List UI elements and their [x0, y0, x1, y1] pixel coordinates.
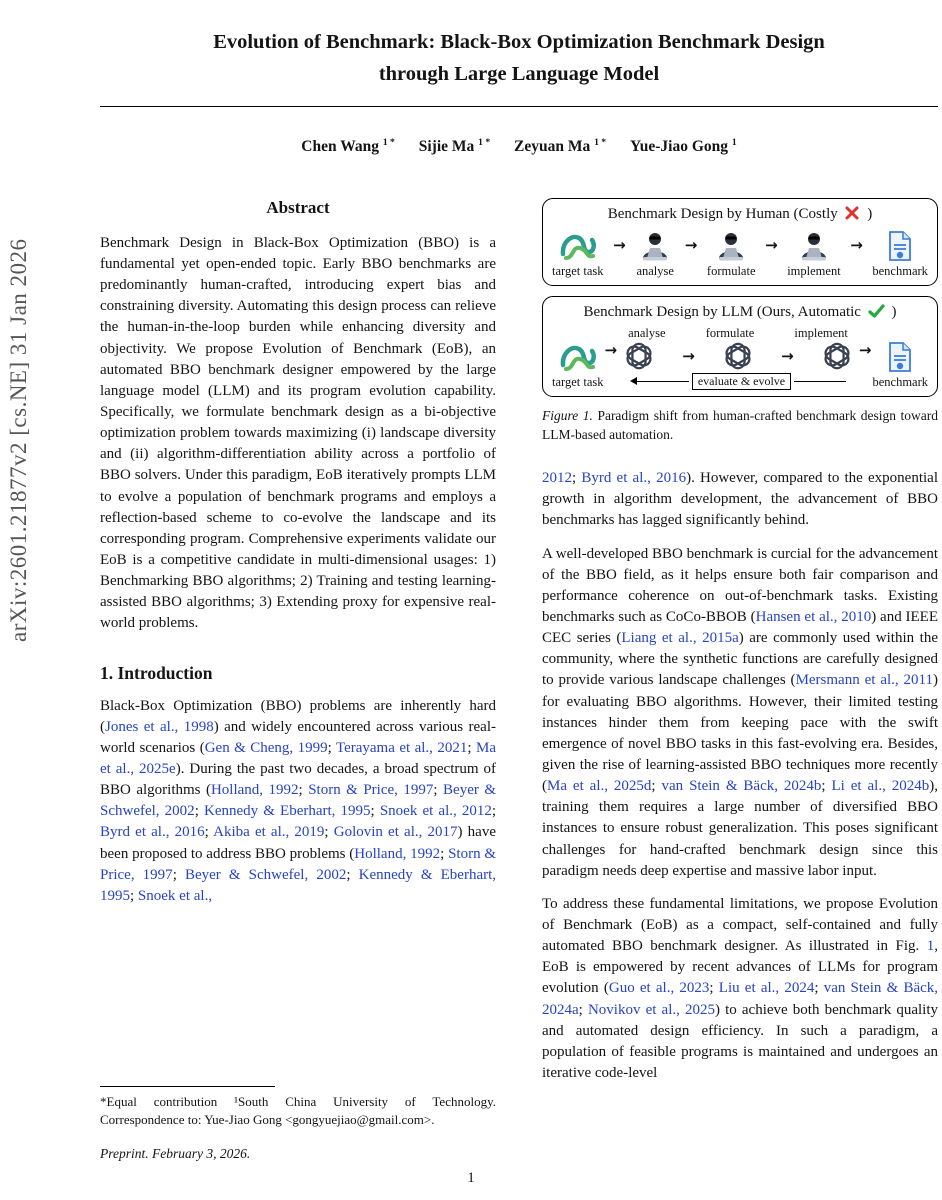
- body-text: ) and IEEE CEC series (: [542, 609, 939, 647]
- figure-1-caption: [542, 407, 938, 444]
- body-text: To address these fundamental limitations, we propose Evolution of Benchmark (EoB) as a compact, self-contained and fully automated BBO benchmark designer. As illustrated in Fig.: [542, 895, 938, 955]
- body-text: ) are commonly used within the community, where the synthetic functions are carefully designed to provide various landscape challenges (: [542, 630, 938, 689]
- citation-link[interactable]: Snoek et al.,: [137, 887, 213, 904]
- body-text: ;: [467, 739, 476, 756]
- step-label-analyse: analyse: [636, 263, 674, 278]
- human-step-implement: [787, 230, 840, 279]
- title-rule: [100, 106, 938, 107]
- citation-link[interactable]: Ma et al., 2025d: [547, 778, 652, 795]
- body-text: ;: [370, 803, 380, 820]
- arrow-icon: →: [850, 236, 863, 255]
- step-label-analyse: analyse: [628, 325, 666, 340]
- left-column: [100, 198, 496, 1164]
- body-text: ;: [194, 803, 204, 820]
- feedback-label: evaluate & evolve: [692, 373, 791, 390]
- footnote-text: *Equal contribution ¹South China University of Technology. Correspondence to: Yue-Jiao Gong <gongyuejiao@gmail.com>.: [100, 1093, 496, 1127]
- benchmark-file-icon: [886, 230, 914, 262]
- body-text: ;: [172, 866, 185, 883]
- target-task-molecule-icon: [558, 228, 598, 262]
- citation-link[interactable]: Beyer & Schwefel, 2002: [100, 782, 497, 820]
- citation-link[interactable]: van Stein & Bäck, 2024a: [542, 980, 939, 1018]
- body-text: ;: [821, 778, 832, 795]
- body-text: ;: [709, 980, 719, 997]
- body-text: ). During the past two decades, a broad spectrum of BBO algorithms (: [100, 761, 496, 799]
- abstract-heading: Abstract: [266, 197, 330, 217]
- body-text: ;: [491, 803, 497, 820]
- target-task-label: target task: [552, 374, 604, 389]
- abstract-text: Benchmark Design in Black-Box Optimization (BBO) is a fundamental yet open-ended topic. Early BBO benchmarks are predominantly human-crafted, introducing expert bias and constraining diversity. Automating this design process can relieve the human-in-the-loop burden while enhancing diversity and objectivity. We propose Evolution of Benchmark (EoB), an automated BBO benchmark designer empowered by the large language model (LLM) and its program evolution capability. Specifically, we formulate benchmark design as a bi-objective optimization problem towards maximizing (i) landscape diversity and (ii) algorithm-differentiation ability across a portfolio of BBO solvers. Under this paradigm, EoB iteratively prompts LLM to evolve a population of benchmark programs and employs a reflection-based scheme to co-evolve the landscape and its corresponding program. Comprehensive experiments validate our EoB is a competitive candidate in multi-dimensional usages: 1) Benchmarking BBO algorithms; 2) Training and testing learning-assisted BBO algorithms; 3) Extending proxy for expensive real-world problems.: [100, 234, 496, 632]
- human-worker-icon: [635, 230, 675, 262]
- benchmark-label: benchmark: [872, 263, 928, 278]
- citation-link[interactable]: Hansen et al., 2010: [755, 609, 872, 625]
- citation-link[interactable]: Byrd et al., 2016: [581, 470, 687, 487]
- citation-link[interactable]: Guo et al., 2023: [608, 980, 710, 997]
- body-text: ;: [346, 866, 359, 883]
- evaluate-evolve-feedback: [620, 373, 856, 390]
- footnote-rule: [100, 1086, 275, 1087]
- section-heading-introduction: 1. Introduction: [100, 662, 213, 683]
- citation-link[interactable]: Li et al., 2024b: [831, 778, 930, 795]
- citation-link[interactable]: Kennedy & Eberhart, 1995: [100, 866, 497, 904]
- citation-link[interactable]: Jones et al., 1998: [105, 718, 214, 735]
- check-icon: [868, 304, 885, 318]
- arrow-icon: →: [765, 236, 778, 255]
- step-label-implement: implement: [794, 325, 848, 340]
- benchmark-cell: [872, 341, 928, 390]
- citation-link[interactable]: Golovin et al., 2017: [333, 824, 458, 841]
- figure-caption-label: Figure 1.: [542, 407, 593, 423]
- citation-link[interactable]: Ma et al., 2025e: [100, 739, 496, 777]
- arxiv-stamp: arXiv:2601.21877v2 [cs.NE] 31 Jan 2026: [6, 238, 31, 642]
- page-title: [100, 26, 938, 91]
- citation-link[interactable]: Snoek et al., 2012: [379, 803, 492, 820]
- figure-llm-title-text: Benchmark Design by LLM (Ours, Automatic: [583, 303, 861, 320]
- author-affiliation-mark: 1 *: [594, 136, 607, 148]
- target-task-label: target task: [552, 263, 604, 278]
- citation-link[interactable]: Akiba et al., 2019: [213, 824, 325, 841]
- citation-link[interactable]: Storn & Price, 1997: [100, 845, 497, 883]
- body-text: ;: [440, 845, 449, 862]
- llm-icon: [723, 341, 753, 371]
- body-text: ;: [130, 887, 138, 904]
- author-affiliation-mark: 1: [731, 136, 737, 148]
- human-worker-icon: [711, 230, 751, 262]
- benchmark-cell: [872, 230, 928, 279]
- author-name: Chen Wang: [301, 137, 379, 155]
- figure-caption-text: Paradigm shift from human-crafted benchmark design toward LLM-based automation.: [542, 407, 938, 442]
- body-text: ), training them requires a large number of diversified BBO instances to ensure robust generalization. This poses significant challenges for hand-crafted benchmark design since this paradigm needs deep expertise and massive labor input.: [542, 778, 939, 879]
- body-text: ;: [298, 782, 309, 799]
- title-line-1: Evolution of Benchmark: Black-Box Optimization Benchmark Design: [213, 31, 825, 53]
- body-text: ;: [651, 778, 662, 795]
- human-step-analyse: [635, 230, 675, 279]
- figure-human-design-box: [542, 198, 938, 286]
- arrow-icon: →: [604, 340, 618, 359]
- target-task-molecule-icon: [558, 339, 598, 373]
- author: [514, 138, 606, 155]
- citation-link[interactable]: Holland, 1992: [354, 845, 441, 862]
- human-worker-icon: [794, 230, 834, 262]
- intro-paragraph: [100, 696, 496, 907]
- body-text: ;: [572, 470, 582, 487]
- citation-link[interactable]: Liang et al., 2015a: [621, 630, 739, 647]
- citation-link[interactable]: Mersmann et al., 2011: [795, 672, 933, 689]
- arrow-icon: →: [613, 236, 626, 255]
- author-affiliation-mark: 1 *: [382, 136, 395, 148]
- body-text: Black-Box Optimization (BBO) problems are inherently hard (: [100, 697, 496, 735]
- body-text: ). However, compared to the exponential growth in algorithm development, the advancement of BBO benchmarks has lagged significantly behind.: [542, 470, 938, 529]
- author-list: [100, 137, 938, 156]
- llm-icon: [624, 341, 654, 371]
- arrow-icon: →: [781, 346, 794, 365]
- body-paragraph: [542, 894, 938, 1084]
- target-task-cell: [552, 339, 604, 390]
- body-paragraph: [542, 544, 938, 882]
- arrow-icon: →: [682, 346, 695, 365]
- citation-link[interactable]: Terayama et al., 2021: [335, 739, 468, 756]
- citation-link[interactable]: Liu et al., 2024: [718, 980, 815, 997]
- feedback-line: [794, 381, 846, 382]
- llm-icon: [822, 341, 852, 371]
- body-paragraph: [542, 468, 938, 531]
- author: [301, 138, 395, 155]
- right-column: [542, 198, 938, 1164]
- page-number: 1: [467, 1170, 475, 1186]
- citation-link[interactable]: Kennedy & Eberhart, 1995: [203, 803, 371, 820]
- citation-link[interactable]: Byrd et al., 2016: [100, 824, 205, 841]
- body-text: ;: [204, 824, 214, 841]
- body-text: ;: [814, 980, 824, 997]
- body-text: ) to achieve both benchmark quality and automated design efficiency. In such a paradigm, a population of feasible programs is maintained and undergoes an iterative code-level: [542, 1001, 938, 1081]
- body-text: ;: [327, 739, 336, 756]
- paper-page: [100, 26, 938, 1164]
- feedback-arrowhead-icon: [630, 377, 637, 385]
- figure-llm-title-close: ): [891, 303, 897, 320]
- citation-link[interactable]: 2012: [542, 470, 572, 487]
- citation-link[interactable]: Storn & Price, 1997: [308, 782, 434, 799]
- llm-step-labels: [620, 326, 856, 341]
- body-text: ) for evaluating BBO algorithms. However, their limited testing instances hinder them from keeping pace with the swift emergence of novel BBO tasks in this fast-evolving era. Besides, given the rise of learning-assisted BBO techniques more recently (: [542, 672, 938, 795]
- body-text: ) have been proposed to address BBO problems (: [100, 824, 496, 862]
- citation-link[interactable]: Novikov et al., 2025: [587, 1001, 715, 1018]
- preprint-note: Preprint. February 3, 2026.: [100, 1146, 251, 1162]
- author: [630, 138, 737, 155]
- body-text: ;: [324, 824, 334, 841]
- figure-human-title-close: ): [867, 205, 873, 222]
- citation-link[interactable]: 1: [926, 938, 935, 955]
- figure-human-box-title: [552, 206, 928, 223]
- figure-llm-design-box: [542, 296, 938, 397]
- title-line-2: through Large Language Model: [378, 63, 660, 86]
- llm-steps-area: [620, 326, 856, 390]
- step-label-formulate: formulate: [706, 263, 756, 278]
- feedback-line: [637, 381, 689, 382]
- body-text: A well-developed BBO benchmark is curcial for the advancement of the BBO field, as it helps ensure both fair comparison and performance coherence on out-of-benchmark tasks. Existing benchmarks such as CoCo-BBOB (: [542, 545, 938, 625]
- body-text: ) and widely encountered across various real-world scenarios (: [100, 718, 497, 756]
- body-text: ;: [433, 782, 444, 799]
- figure-human-title-text: Benchmark Design by Human (Costly: [607, 205, 838, 222]
- figure-llm-pipeline: [552, 326, 928, 390]
- author-name: Sijie Ma: [418, 137, 475, 155]
- arrow-icon: →: [858, 340, 872, 359]
- human-step-formulate: [707, 230, 756, 279]
- body-text: , EoB is empowered by recent advances of LLMs for program evolution (: [542, 938, 938, 997]
- benchmark-file-icon: [886, 341, 914, 373]
- citation-link[interactable]: Beyer & Schwefel, 2002: [184, 866, 347, 883]
- citation-link[interactable]: Holland, 1992: [210, 782, 299, 799]
- arrow-icon: →: [684, 236, 698, 255]
- author-name: Yue-Jiao Gong: [629, 137, 729, 155]
- citation-link[interactable]: Gen & Cheng, 1999: [204, 739, 328, 756]
- body-text: ;: [578, 1001, 588, 1018]
- cross-icon: [844, 206, 860, 220]
- llm-icons-row: [620, 341, 856, 371]
- author: [419, 138, 490, 155]
- figure-human-pipeline: [552, 228, 928, 279]
- citation-link[interactable]: van Stein & Bäck, 2024b: [661, 778, 822, 795]
- author-name: Zeyuan Ma: [514, 137, 591, 155]
- footnote-block: [100, 1086, 496, 1164]
- step-label-implement: implement: [787, 263, 841, 278]
- step-label-formulate: formulate: [705, 325, 755, 340]
- author-affiliation-mark: 1 *: [478, 136, 491, 148]
- target-task-cell: [552, 228, 604, 279]
- benchmark-label: benchmark: [872, 374, 928, 389]
- figure-llm-box-title: [552, 304, 928, 321]
